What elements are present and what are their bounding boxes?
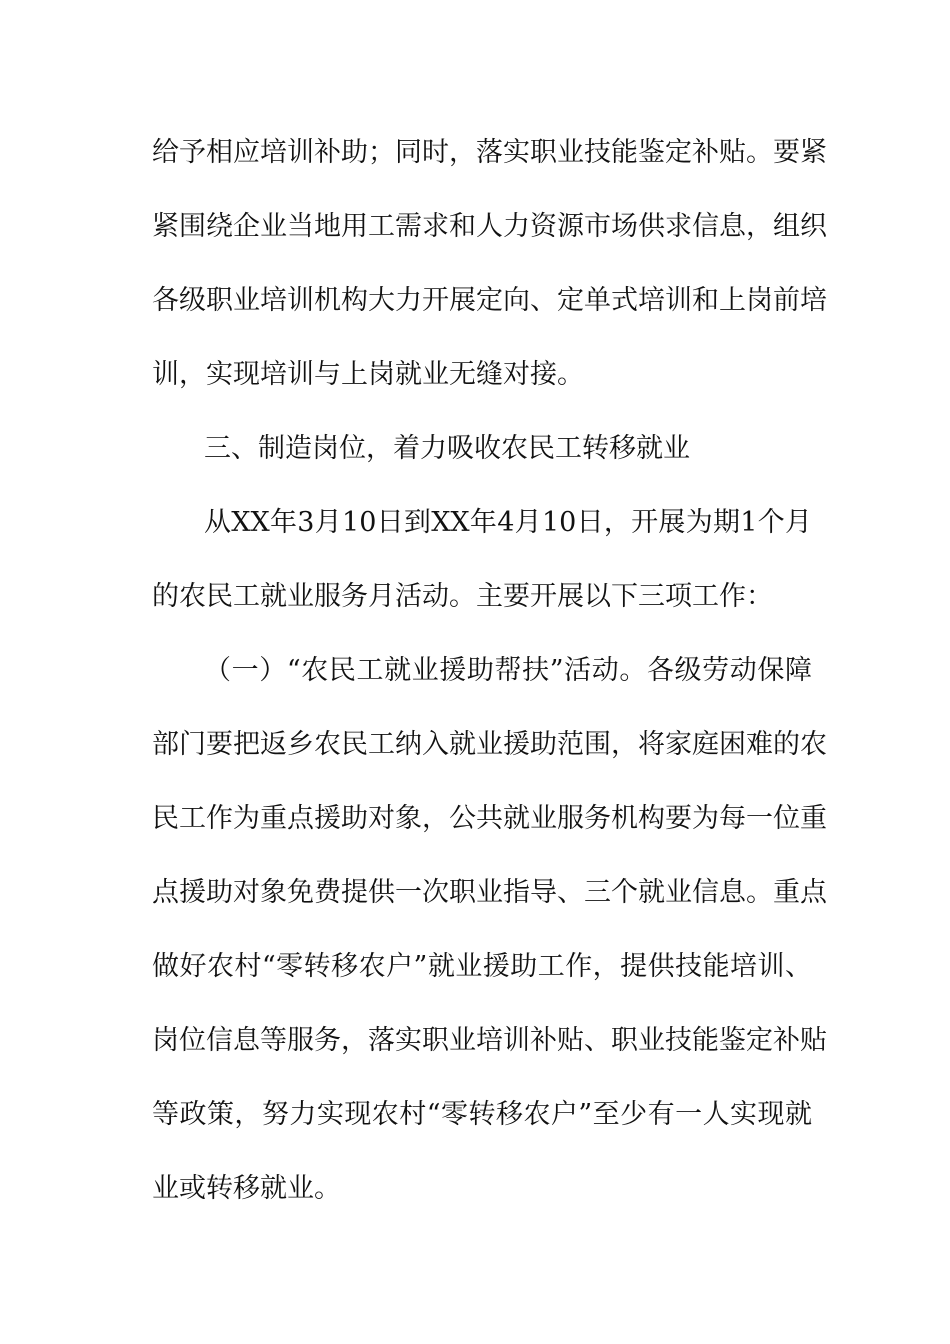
paragraph-line: 紧围绕企业当地用工需求和人力资源市场供求信息，组织 <box>152 211 827 242</box>
paragraph-line: 从XX年3月10日到XX年4月10日，开展为期1个月 <box>204 507 812 538</box>
paragraph-line: 部门要把返乡农民工纳入就业援助范围，将家庭困难的农 <box>152 729 827 760</box>
paragraph-line: （一）“农民工就业援助帮扶”活动。各级劳动保障 <box>204 655 812 686</box>
paragraph-line: 的农民工就业服务月活动。主要开展以下三项工作： <box>152 581 773 612</box>
section-heading: 三、制造岗位，着力吸收农民工转移就业 <box>204 433 690 464</box>
paragraph-line: 训，实现培训与上岗就业无缝对接。 <box>152 359 584 390</box>
paragraph-line: 各级职业培训机构大力开展定向、定单式培训和上岗前培 <box>152 285 827 316</box>
paragraph-line: 给予相应培训补助；同时，落实职业技能鉴定补贴。要紧 <box>152 137 827 168</box>
paragraph-line: 民工作为重点援助对象，公共就业服务机构要为每一位重 <box>152 803 827 834</box>
paragraph-line: 做好农村“零转移农户”就业援助工作，提供技能培训、 <box>152 951 812 982</box>
paragraph-line: 业或转移就业。 <box>152 1173 341 1204</box>
paragraph-line: 岗位信息等服务，落实职业培训补贴、职业技能鉴定补贴 <box>152 1025 827 1056</box>
paragraph-line: 点援助对象免费提供一次职业指导、三个就业信息。重点 <box>152 877 827 908</box>
paragraph-line: 等政策，努力实现农村“零转移农户”至少有一人实现就 <box>152 1099 812 1130</box>
